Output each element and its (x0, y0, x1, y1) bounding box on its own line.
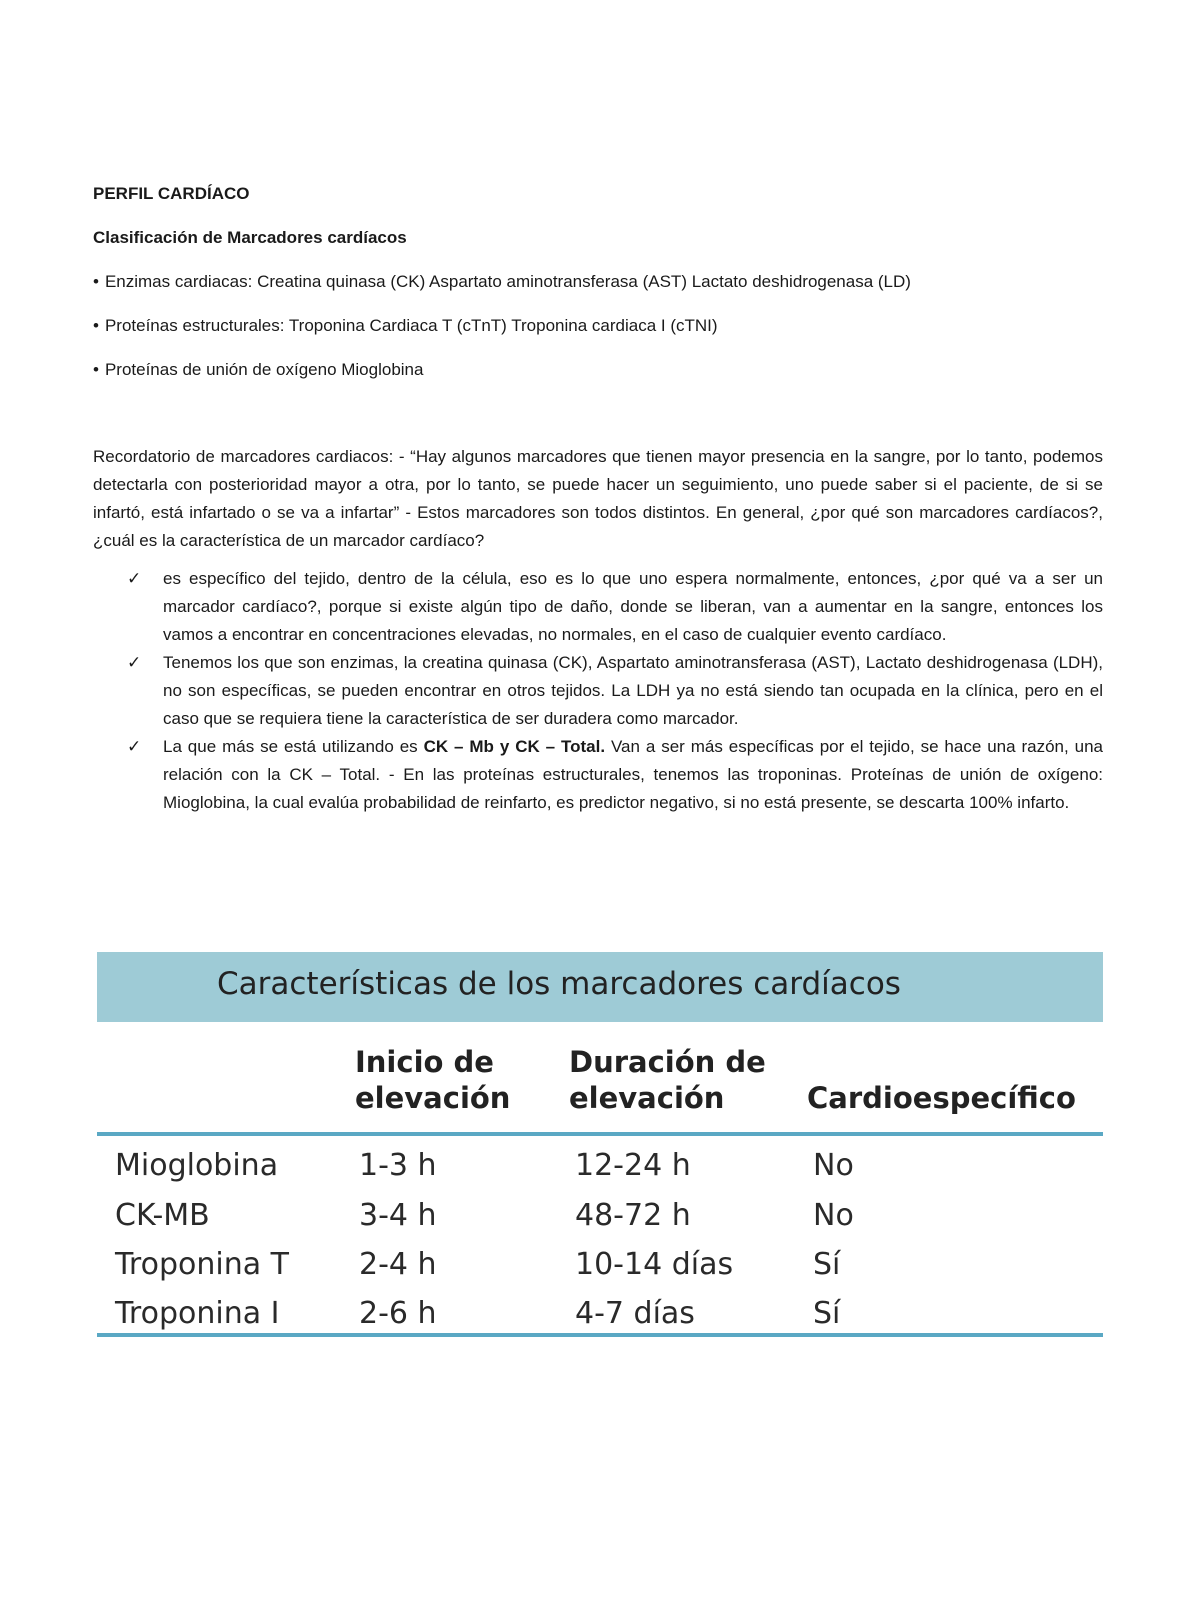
bullet-text: Proteínas estructurales: Troponina Cardiaca T (cTnT) Troponina cardiaca I (cTNI) (104, 316, 718, 335)
bullet-proteinas-estructurales (93, 315, 1103, 337)
row-inicio: 1-3 h (359, 1148, 437, 1183)
table-header-rule (97, 1132, 1103, 1136)
table-title: Características de los marcadores cardíacos (217, 966, 901, 1002)
check-item (93, 649, 1103, 733)
row-duracion: 48-72 h (575, 1198, 691, 1233)
bullet-dot: • (93, 272, 99, 291)
bullet-dot: • (93, 316, 99, 335)
row-inicio: 3-4 h (359, 1198, 437, 1233)
row-duracion: 10-14 días (575, 1247, 734, 1282)
row-duracion: 12-24 h (575, 1148, 691, 1183)
row-inicio: 2-4 h (359, 1247, 437, 1282)
markers-table (97, 952, 1103, 1337)
header-inicio (355, 1044, 510, 1116)
header-inicio-line2: elevación (355, 1081, 511, 1115)
bullet-proteinas-oxigeno (93, 359, 1103, 381)
check-item-text: La que más se está utilizando es (163, 737, 424, 756)
table-title-band (97, 952, 1103, 1022)
section-subtitle: Clasificación de Marcadores cardíacos (93, 228, 407, 247)
check-list (93, 565, 1103, 817)
header-duracion-line2: elevación (569, 1081, 725, 1115)
row-cardio: No (813, 1198, 854, 1233)
row-marker: CK-MB (115, 1198, 210, 1233)
header-cardioespecifico (807, 1080, 1076, 1116)
header-cardio-label: Cardioespecífico (807, 1081, 1076, 1115)
row-cardio: Sí (813, 1247, 841, 1282)
row-inicio: 2-6 h (359, 1296, 437, 1331)
table-bottom-rule (97, 1333, 1103, 1337)
header-inicio-line1: Inicio de (355, 1045, 494, 1079)
row-cardio: Sí (813, 1296, 841, 1331)
document-title: PERFIL CARDÍACO (93, 184, 250, 203)
header-duracion-line1: Duración de (569, 1045, 766, 1079)
header-duracion (569, 1044, 766, 1116)
check-item-bold: CK – Mb y CK – Total. (423, 737, 606, 756)
checkmark-icon: ✓ (127, 569, 142, 589)
bullet-dot: • (93, 360, 99, 379)
check-item-text: Tenemos los que son enzimas, la creatina quinasa (CK), Aspartato aminotransferasa (AST), Lactato deshidrogenasa (LDH), no son específicas, se pueden encontrar en otros tejidos. La LDH ya no está siendo tan ocupada en la clínica, pero en el caso que se requiera tiene la característica de ser duradera como marcador. (163, 653, 1103, 728)
check-item (93, 565, 1103, 649)
row-marker: Troponina T (115, 1247, 289, 1282)
document-body (93, 183, 1103, 817)
row-duracion: 4-7 días (575, 1296, 695, 1331)
check-item (93, 733, 1103, 817)
row-marker: Troponina I (115, 1296, 280, 1331)
bullet-enzimas (93, 271, 1103, 293)
bullet-text: Proteínas de unión de oxígeno Mioglobina (104, 360, 424, 379)
recordatorio-paragraph: Recordatorio de marcadores cardiacos: - “Hay algunos marcadores que tienen mayor presencia en la sangre, por lo tanto, podemos detectarla con posterioridad mayor a otra, por lo tanto, se puede hacer un seguimiento, uno puede saber si el paciente, de si se infartó, está infartado o se va a infartar” - Estos marcadores son todos distintos. En general, ¿por qué son marcadores cardíacos?, ¿cuál es la característica de un marcador cardíaco? (93, 447, 1103, 550)
check-item-text: es específico del tejido, dentro de la célula, eso es lo que uno espera normalmente, entonces, ¿por qué va a ser un marcador cardíaco?, porque si existe algún tipo de daño, donde se liberan, van a aumentar en la sangre, entonces los vamos a encontrar en concentraciones elevadas, no normales, en el caso de cualquier evento cardíaco. (163, 569, 1103, 644)
checkmark-icon: ✓ (127, 653, 142, 673)
row-marker: Mioglobina (115, 1148, 279, 1183)
bullet-text: Enzimas cardiacas: Creatina quinasa (CK) Aspartato aminotransferasa (AST) Lactato deshidrogenasa (LD) (104, 272, 911, 291)
row-cardio: No (813, 1148, 854, 1183)
checkmark-icon: ✓ (127, 737, 142, 757)
check-item-text: Van a ser más específicas por el tejido, se hace una razón, una relación con la CK – Total. - En las proteínas estructurales, tenemos las troponinas. Proteínas de unión de oxígeno: Mioglobina, la cual evalúa probabilidad de reinfarto, es predictor negativo, si no está presente, se descarta 100% infarto. (163, 737, 1103, 812)
